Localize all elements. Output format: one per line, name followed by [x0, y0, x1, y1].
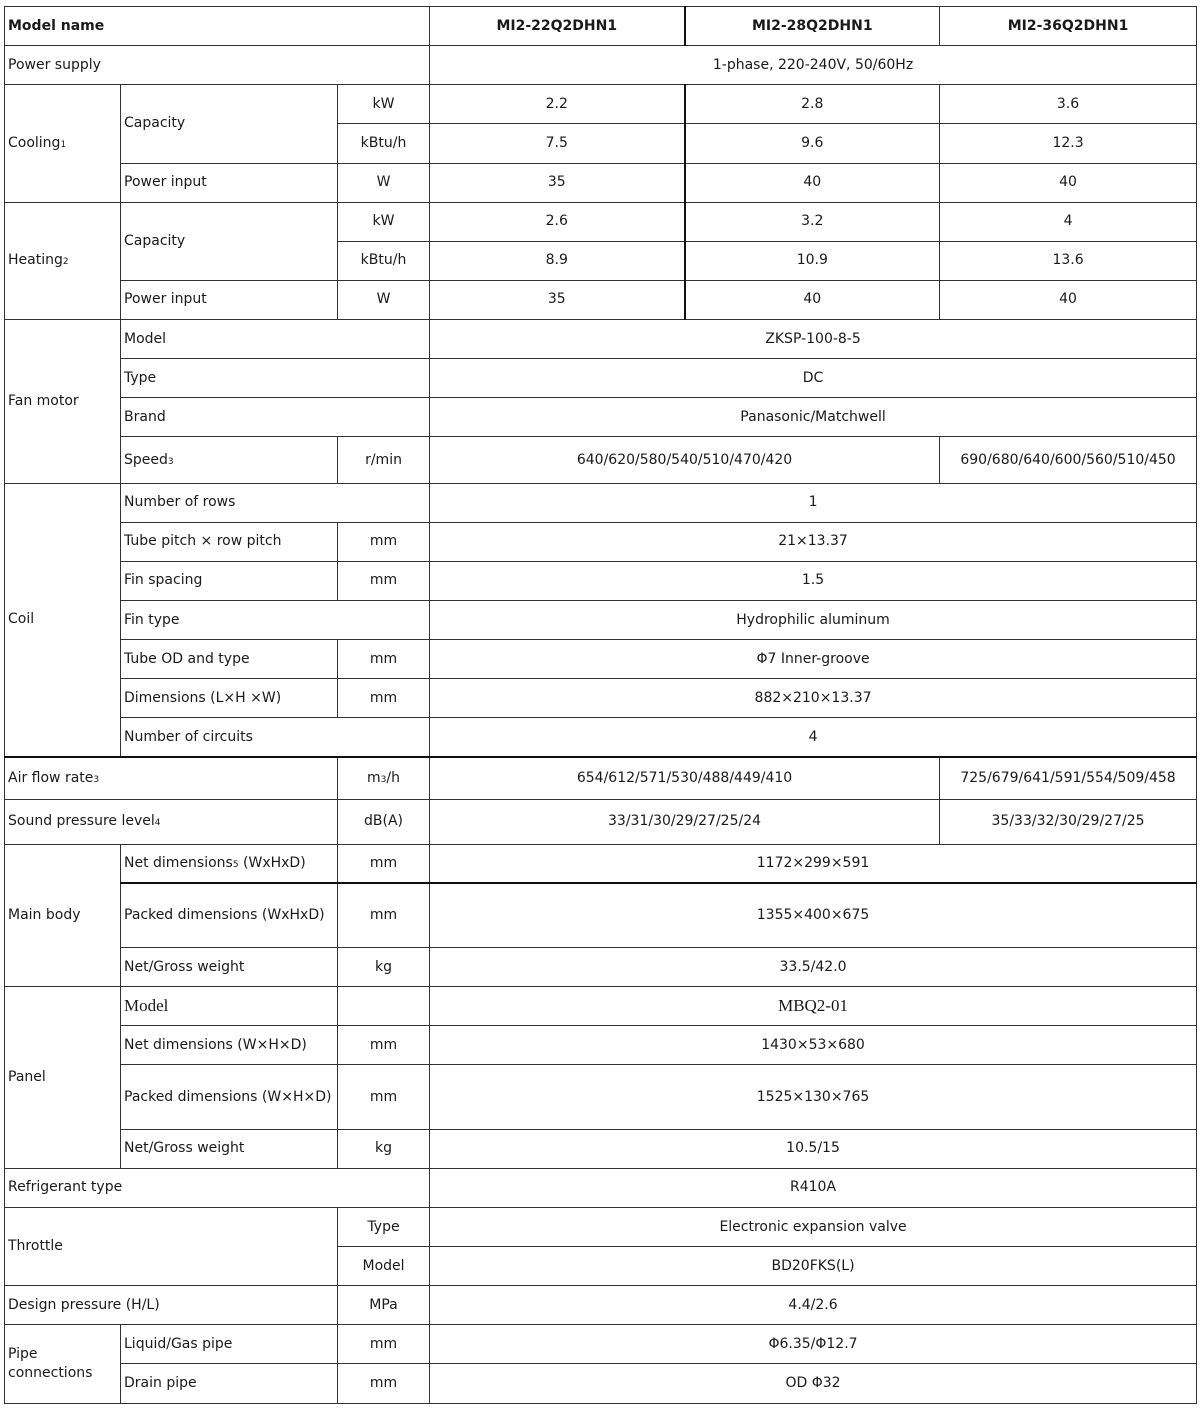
table-row — [5, 1026, 1197, 1065]
table-row — [5, 320, 1197, 359]
fan-speed-value-36: 690/680/640/600/560/510/450 — [940, 437, 1197, 483]
footnote-mark: 3 — [93, 774, 100, 785]
coil-tube-pitch-label: Tube pitch × row pitch — [121, 522, 338, 561]
coil-label: Coil — [5, 483, 121, 757]
cooling-kbtu-36: 12.3 — [940, 124, 1197, 163]
panel-model-label: Model — [121, 987, 338, 1026]
main-body-label: Main body — [5, 844, 121, 986]
unit-cell: kBtu/h — [338, 124, 430, 163]
panel-packed-dims-value: 1525×130×765 — [430, 1065, 1197, 1129]
table-row — [5, 1129, 1197, 1168]
panel-label: Panel — [5, 987, 121, 1169]
main-weight-value: 33.5/42.0 — [430, 948, 1197, 987]
fan-type-label: Type — [121, 359, 430, 398]
footnote-mark: 3 — [167, 456, 174, 467]
pipe-liquid-gas-value: Φ6.35/Φ12.7 — [430, 1325, 1197, 1364]
cooling-kw-28: 2.8 — [685, 85, 940, 124]
refrigerant-label: Refrigerant type — [5, 1168, 430, 1207]
unit-cell: mm — [338, 640, 430, 679]
unit-cell: mm — [338, 561, 430, 600]
heating-power-28: 40 — [685, 280, 940, 319]
unit-cell: r/min — [338, 437, 430, 483]
table-row — [5, 359, 1197, 398]
coil-fin-type-label: Fin type — [121, 600, 430, 639]
table-row — [5, 1364, 1197, 1404]
unit-cell: dB(A) — [338, 799, 430, 844]
table-row — [5, 799, 1197, 844]
coil-circuits-label: Number of circuits — [121, 718, 430, 757]
table-row — [5, 522, 1197, 561]
table-row — [5, 600, 1197, 639]
footnote-mark: 4 — [154, 818, 161, 829]
table-row — [5, 948, 1197, 987]
cooling-kw-36: 3.6 — [940, 85, 1197, 124]
model-header-28: MI2-28Q2DHN1 — [685, 7, 940, 46]
cooling-kbtu-28: 9.6 — [685, 124, 940, 163]
unit-cell: mm — [338, 1065, 430, 1129]
refrigerant-value: R410A — [430, 1168, 1197, 1207]
cooling-power-22: 35 — [430, 163, 685, 202]
coil-fin-spacing-value: 1.5 — [430, 561, 1197, 600]
table-row — [5, 398, 1197, 437]
panel-packed-dims-label: Packed dimensions (W×H×D) — [121, 1065, 338, 1129]
heating-capacity-label: Capacity — [121, 202, 338, 280]
fan-speed-label: Speed3 — [121, 437, 338, 483]
air-flow-value-36: 725/679/641/591/554/509/458 — [940, 757, 1197, 799]
spec-table — [4, 6, 1197, 1404]
unit-cell: mm — [338, 679, 430, 718]
footnote-mark: 2 — [62, 257, 69, 268]
fan-model-label: Model — [121, 320, 430, 359]
coil-tube-od-value: Φ7 Inner-groove — [430, 640, 1197, 679]
unit-cell: W — [338, 163, 430, 202]
heating-power-22: 35 — [430, 280, 685, 319]
heating-kw-36: 4 — [940, 202, 1197, 241]
coil-dimensions-value: 882×210×13.37 — [430, 679, 1197, 718]
coil-tube-od-label: Tube OD and type — [121, 640, 338, 679]
model-header-22: MI2-22Q2DHN1 — [430, 7, 685, 46]
fan-brand-value: Panasonic/Matchwell — [430, 398, 1197, 437]
design-pressure-label: Design pressure (H/L) — [5, 1286, 338, 1325]
coil-rows-value: 1 — [430, 483, 1197, 522]
unit-cell: kg — [338, 1129, 430, 1168]
main-net-dims-label: Net dimensions5 (WxHxD) — [121, 844, 338, 883]
sound-value-36: 35/33/32/30/29/27/25 — [940, 799, 1197, 844]
table-row — [5, 483, 1197, 522]
table-row — [5, 987, 1197, 1026]
unit-cell: mm — [338, 1026, 430, 1065]
panel-net-dims-label: Net dimensions (W×H×D) — [121, 1026, 338, 1065]
unit-cell — [338, 987, 430, 1026]
table-row — [5, 280, 1197, 319]
unit-cell: mm — [338, 522, 430, 561]
air-flow-value-22-28: 654/612/571/530/488/449/410 — [430, 757, 940, 799]
coil-fin-type-value: Hydrophilic aluminum — [430, 600, 1197, 639]
heating-kbtu-36: 13.6 — [940, 241, 1197, 280]
throttle-model-label: Model — [338, 1247, 430, 1286]
cooling-power-36: 40 — [940, 163, 1197, 202]
table-row — [5, 437, 1197, 483]
table-row — [5, 85, 1197, 124]
table-row — [5, 679, 1197, 718]
cooling-kw-22: 2.2 — [430, 85, 685, 124]
unit-cell: mm — [338, 844, 430, 883]
coil-tube-pitch-value: 21×13.37 — [430, 522, 1197, 561]
pipe-drain-value: OD Φ32 — [430, 1364, 1197, 1404]
power-supply-label: Power supply — [5, 46, 430, 85]
fan-type-value: DC — [430, 359, 1197, 398]
unit-cell: kW — [338, 202, 430, 241]
power-supply-value: 1-phase, 220-240V, 50/60Hz — [430, 46, 1197, 85]
pipe-connections-label: Pipe connections — [5, 1325, 121, 1404]
footnote-mark: 5 — [232, 860, 239, 871]
pipe-liquid-gas-label: Liquid/Gas pipe — [121, 1325, 338, 1364]
heating-power-36: 40 — [940, 280, 1197, 319]
air-flow-unit: m3/h — [338, 757, 430, 799]
footnote-mark: 1 — [60, 139, 67, 150]
throttle-type-label: Type — [338, 1207, 430, 1246]
unit-cell: kW — [338, 85, 430, 124]
throttle-type-value: Electronic expansion valve — [430, 1207, 1197, 1246]
unit-cell: MPa — [338, 1286, 430, 1325]
cooling-power-28: 40 — [685, 163, 940, 202]
cooling-capacity-label: Capacity — [121, 85, 338, 163]
panel-weight-label: Net/Gross weight — [121, 1129, 338, 1168]
cooling-power-label: Power input — [121, 163, 338, 202]
table-row — [5, 1207, 1197, 1246]
heating-kw-22: 2.6 — [430, 202, 685, 241]
main-net-dims-value: 1172×299×591 — [430, 844, 1197, 883]
air-flow-label: Air flow rate3 — [5, 757, 338, 799]
sound-label: Sound pressure level4 — [5, 799, 338, 844]
table-row — [5, 1065, 1197, 1129]
heating-power-label: Power input — [121, 280, 338, 319]
coil-dimensions-label: Dimensions (L×H ×W) — [121, 679, 338, 718]
table-row — [5, 757, 1197, 799]
coil-fin-spacing-label: Fin spacing — [121, 561, 338, 600]
unit-cell: kg — [338, 948, 430, 987]
fan-model-value: ZKSP-100-8-5 — [430, 320, 1197, 359]
unit-cell: mm — [338, 883, 430, 947]
throttle-label: Throttle — [5, 1207, 338, 1285]
panel-model-value: MBQ2-01 — [430, 987, 1197, 1026]
table-row — [5, 561, 1197, 600]
fan-motor-label: Fan motor — [5, 320, 121, 484]
panel-weight-value: 10.5/15 — [430, 1129, 1197, 1168]
throttle-model-value: BD20FKS(L) — [430, 1247, 1197, 1286]
table-row — [5, 844, 1197, 883]
unit-cell: W — [338, 280, 430, 319]
main-packed-dims-label: Packed dimensions (WxHxD) — [121, 883, 338, 947]
heating-kw-28: 3.2 — [685, 202, 940, 241]
model-name-label: Model name — [5, 7, 430, 46]
unit-cell: kBtu/h — [338, 241, 430, 280]
heating-label: Heating2 — [5, 202, 121, 319]
coil-circuits-value: 4 — [430, 718, 1197, 757]
table-row — [5, 883, 1197, 947]
table-row — [5, 163, 1197, 202]
design-pressure-value: 4.4/2.6 — [430, 1286, 1197, 1325]
heating-kbtu-22: 8.9 — [430, 241, 685, 280]
main-weight-label: Net/Gross weight — [121, 948, 338, 987]
coil-rows-label: Number of rows — [121, 483, 430, 522]
unit-cell: mm — [338, 1325, 430, 1364]
table-row — [5, 202, 1197, 241]
header-row — [5, 7, 1197, 46]
table-row — [5, 1286, 1197, 1325]
unit-cell: mm — [338, 1364, 430, 1404]
heating-kbtu-28: 10.9 — [685, 241, 940, 280]
table-row — [5, 46, 1197, 85]
table-row — [5, 1168, 1197, 1207]
panel-net-dims-value: 1430×53×680 — [430, 1026, 1197, 1065]
fan-speed-value-22-28: 640/620/580/540/510/470/420 — [430, 437, 940, 483]
table-row — [5, 1325, 1197, 1364]
main-packed-dims-value: 1355×400×675 — [430, 883, 1197, 947]
sound-value-22-28: 33/31/30/29/27/25/24 — [430, 799, 940, 844]
fan-brand-label: Brand — [121, 398, 430, 437]
model-header-36: MI2-36Q2DHN1 — [940, 7, 1197, 46]
cooling-label: Cooling1 — [5, 85, 121, 202]
table-row — [5, 640, 1197, 679]
table-row — [5, 718, 1197, 757]
cooling-kbtu-22: 7.5 — [430, 124, 685, 163]
pipe-drain-label: Drain pipe — [121, 1364, 338, 1404]
